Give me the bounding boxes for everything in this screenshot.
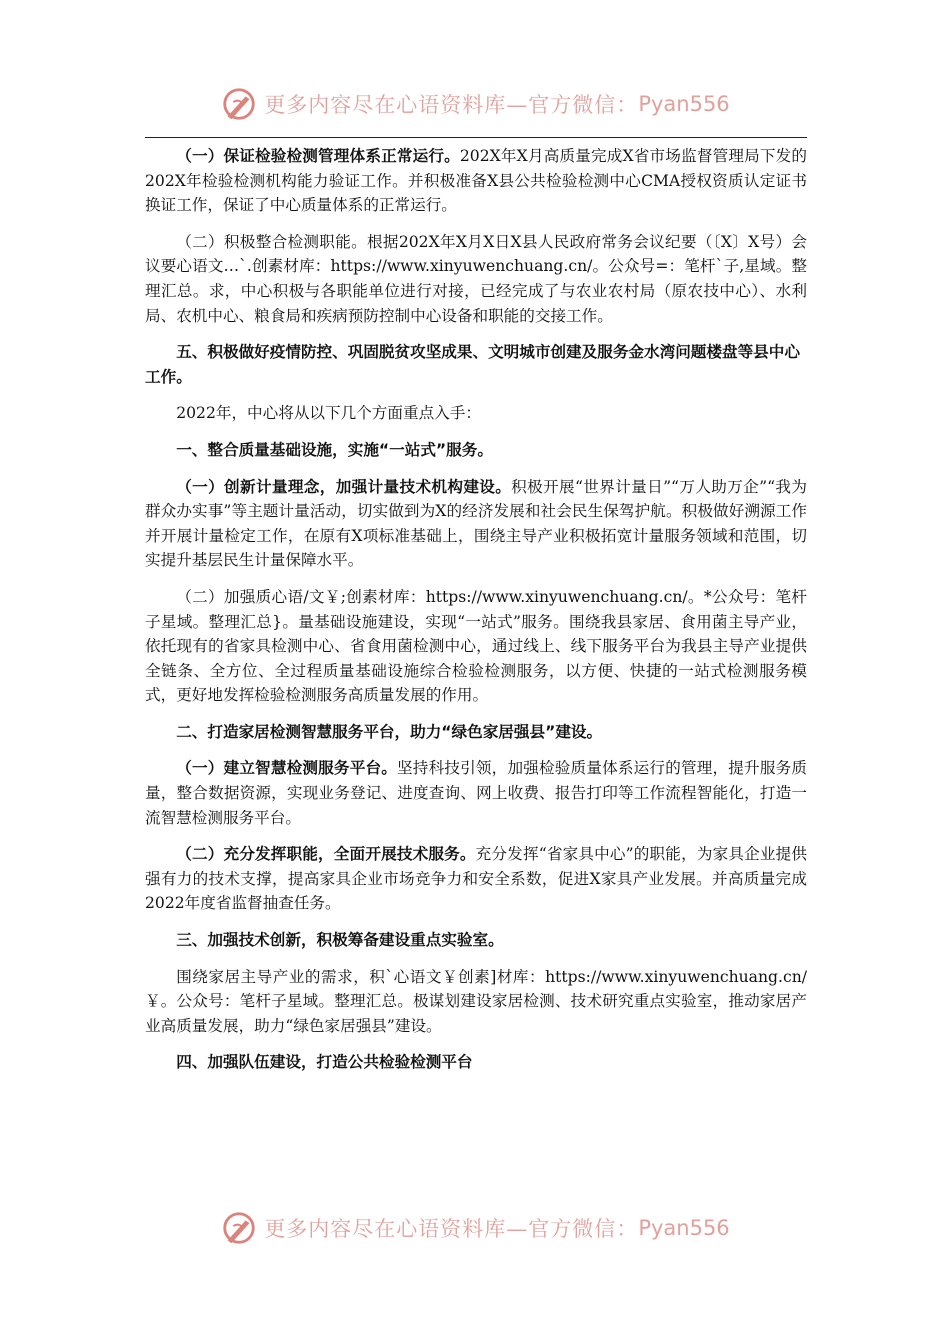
heading-1: 一、整合质量基础设施，实施“一站式”服务。 [176,440,493,459]
paragraph-4: （一）创新计量理念，加强计量技术机构建设。积极开展“世界计量日”“万人助万企”“我为群众办实事”等主题计量活动，切实做到为X的经济发展和社会民生保驾护航。积极做好溯源工作并开展计量检定工作，在原有X项标准基础上，围绕主导产业积极拓宽计量服务领域和范围，切实提升基层民生计量保障水平。 [145,477,807,570]
heading-4: 四、加强队伍建设，打造公共检验检测平台 [176,1053,473,1072]
banner-wechat-id: Pyan556 [638,92,730,116]
banner-text: 更多内容尽在心语资料库—官方微信： [264,1217,639,1241]
header-banner [0,84,950,124]
heading-5: 五、积极做好疫情防控、巩固脱贫攻坚成果、文明城市创建及服务金水湾问题楼盘等县中心工作。 [145,343,800,386]
paragraph-5: （二）加强质心语/文￥;创素材库：https://www.xinyuwenchuang.cn/。*公众号：笔杆子星域。整理汇总}。量基础设施建设，实现“一站式”服务。围绕我县家居、食用菌主导产业，依托现有的省家具检测中心、省食用菌检测中心，通过线上、线下服务平台为我县主导产业提供全链条、全方位、全过程质量基础设施综合检验检测服务，以方便、快捷的一站式检测服务模式，更好地发挥检验检测服务高质量发展的作用。 [145,587,807,705]
paragraph-3: 2022年，中心将从以下几个方面重点入手： [176,404,481,423]
paragraph-7: （二）充分发挥职能，全面开展技术服务。充分发挥“省家具中心”的职能，为家具企业提供强有力的技术支撑，提高家具企业市场竞争力和安全系数，促进X家具产业发展。并高质量完成2022年度省监督抽查任务。 [145,845,807,913]
heading-3: 三、加强技术创新，积极筹备建设重点实验室。 [176,931,504,950]
paragraph-1: （一）保证检验检测管理体系正常运行。202X年X月高质量完成X省市场监督管理局下发的202X年检验检测机构能力验证工作。并积极准备X县公共检验检测中心CMA授权资质认定证书换证工作，保证了中心质量体系的正常运行。 [145,147,807,215]
header-rule [145,137,807,138]
banner-wechat-id: Pyan556 [638,1216,730,1240]
paragraph-8: 围绕家居主导产业的需求，积`心语文￥创素]材库：https://www.xinyuwenchuang.cn/￥。公众号：笔杆子星域。整理汇总。极谋划建设家居检测、技术研究重点实验室，推动家居产业高质量发展，助力“绿色家居强县”建设。 [145,967,807,1035]
pen-circle-logo-icon [220,1209,258,1247]
pen-circle-logo-icon [220,85,258,123]
heading-2: 二、打造家居检测智慧服务平台，助力“绿色家居强县”建设。 [176,722,603,741]
document-body [145,144,807,1087]
footer-banner [0,1208,950,1248]
paragraph-6: （一）建立智慧检测服务平台。坚持科技引领，加强检验质量体系运行的管理，提升服务质量，整合数据资源，实现业务登记、进度查询、网上收费、报告打印等工作流程智能化，打造一流智慧检测服务平台。 [145,759,807,827]
paragraph-2: （二）积极整合检测职能。根据202X年X月X日X县人民政府常务会议纪要（〔X〕X号）会议要心语文…`.创素材库：https://www.xinyuwenchuang.cn/。公众号=：笔杆`子,星域。整理汇总。求，中心积极与各职能单位进行对接，已经完成了与农业农村局（原农技中心）、水利局、农机中心、粮食局和疾病预防控制中心设备和职能的交接工作。 [145,232,807,325]
banner-text: 更多内容尽在心语资料库—官方微信： [264,93,639,117]
